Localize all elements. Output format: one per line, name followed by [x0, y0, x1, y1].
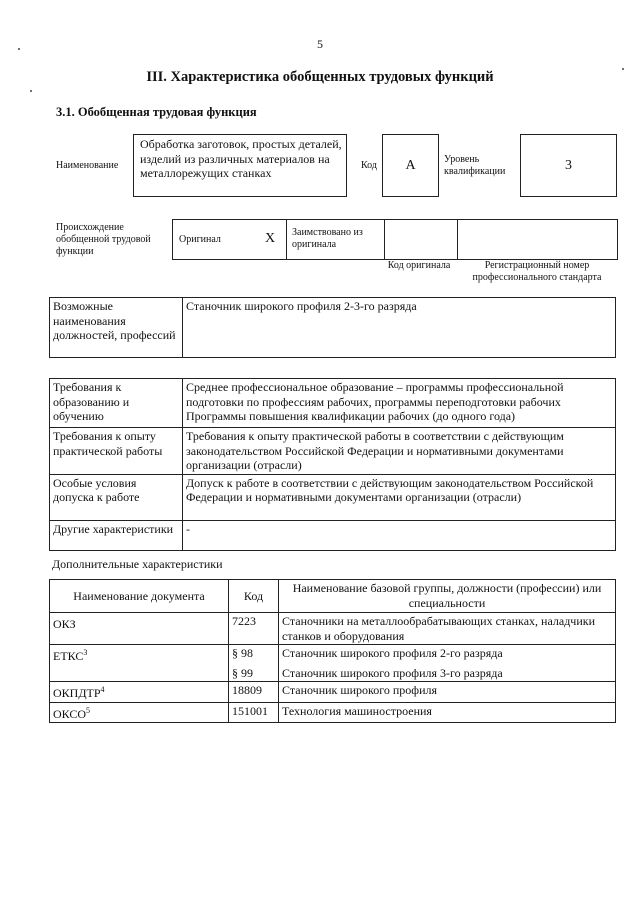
reg-number-caption: Регистрационный номер профессионального стандарта	[472, 260, 602, 283]
requirement-label: Требования к образованию и обучению	[50, 379, 183, 428]
origin-divider	[286, 220, 287, 259]
requirements-table	[49, 378, 616, 551]
name-cell: Станочник широкого профиля 2-го разряда	[279, 645, 616, 665]
table-row	[50, 682, 616, 703]
requirement-label: Особые условия допуска к работе	[50, 474, 183, 520]
code-label: Код	[361, 160, 377, 171]
table-row	[50, 645, 616, 665]
origin-box	[172, 219, 618, 260]
table-header-row	[50, 580, 616, 613]
col-header-code: Код	[229, 580, 279, 613]
name-cell: Станочник широкого профиля 3-го разряда	[279, 665, 616, 682]
name-value: Обработка заготовок, простых деталей, изделий из различных материалов на металлорежущих станках	[140, 137, 342, 180]
code-cell: 7223	[229, 613, 279, 645]
table-row	[50, 474, 616, 520]
scan-speck	[30, 90, 32, 92]
positions-table	[49, 297, 616, 358]
origin-divider	[457, 220, 458, 259]
table-row	[50, 613, 616, 645]
page-number: 5	[317, 37, 323, 51]
doc-cell: ОКПДТР$^4$	[50, 682, 229, 703]
code-original-caption: Код оригинала	[387, 260, 451, 271]
positions-label: Возможные наименования должностей, профессий	[50, 298, 183, 358]
positions-value: Станочник широкого профиля 2-3-го разряда	[183, 298, 616, 358]
requirement-value: Среднее профессиональное образование – программы профессиональной подготовки по профессиям рабочих, программы переподготовки рабочих Программы повышения квалификации рабочих (до одного года)	[183, 379, 616, 428]
section-title: III. Характеристика обобщенных трудовых функций	[146, 69, 494, 85]
requirement-label: Требования к опыту практической работы	[50, 428, 183, 475]
code-cell: § 99	[229, 665, 279, 682]
table-row	[50, 702, 616, 723]
code-cell: 18809	[229, 682, 279, 703]
name-cell: Станочники на металлообрабатывающих станках, наладчики станков и оборудования	[279, 613, 616, 645]
requirement-value: -	[183, 520, 616, 550]
table-row	[50, 665, 616, 682]
doc-cell: ЕТКС$^3$	[50, 645, 229, 665]
level-value-box	[520, 134, 617, 197]
additional-table	[49, 579, 616, 723]
origin-label: Происхождение обобщенной трудовой функции	[56, 222, 151, 257]
doc-cell: ОКЗ	[50, 613, 229, 645]
table-row	[50, 520, 616, 550]
doc-cell	[50, 665, 229, 682]
doc-cell: ОКСО$^5$	[50, 702, 229, 723]
origin-divider	[384, 220, 385, 259]
original-label: Оригинал	[179, 234, 221, 245]
requirement-value: Требования к опыту практической работы в соответствии с действующим законодательством Российской Федерации и нормативными документами организации (отрасли)	[183, 428, 616, 475]
level-value: 3	[565, 158, 572, 173]
col-header-name: Наименование базовой группы, должности (профессии) или специальности	[279, 580, 616, 613]
name-label: Наименование	[56, 160, 119, 171]
code-cell: 151001	[229, 702, 279, 723]
name-cell: Технология машиностроения	[279, 702, 616, 723]
code-value-box	[382, 134, 439, 197]
level-label: Уровень квалификации	[444, 154, 506, 177]
name-cell: Станочник широкого профиля	[279, 682, 616, 703]
code-value: A	[405, 158, 416, 173]
name-value-box	[133, 134, 347, 197]
table-row	[50, 428, 616, 475]
original-mark: X	[265, 231, 276, 246]
table-row	[50, 379, 616, 428]
subsection-title: 3.1. Обобщенная трудовая функция	[56, 105, 257, 119]
additional-title: Дополнительные характеристики	[52, 557, 223, 571]
col-header-document: Наименование документа	[50, 580, 229, 613]
requirement-label: Другие характеристики	[50, 520, 183, 550]
borrowed-label: Заимствовано из оригинала	[292, 227, 363, 250]
code-cell: § 98	[229, 645, 279, 665]
requirement-value: Допуск к работе в соответствии с действующим законодательством Российской Федерации и нормативными документами организации (отрасли)	[183, 474, 616, 520]
